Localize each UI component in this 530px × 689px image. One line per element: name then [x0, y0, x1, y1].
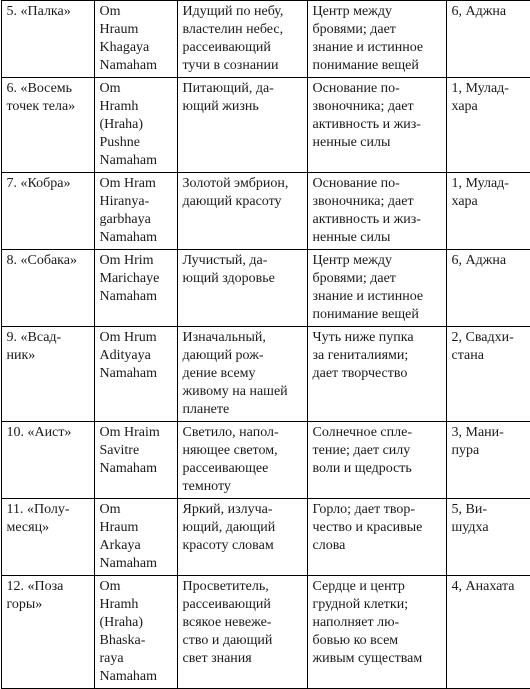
mantra-cell: Om Hrim Marichaye Namaham — [94, 250, 177, 327]
meaning-cell: Золотой эмбрион, дающий красоту — [177, 173, 307, 250]
table-row — [1, 576, 530, 689]
mantra-cell: Om Hram Hiranya- garbhaya Namaham — [94, 173, 177, 250]
table-row — [1, 499, 530, 576]
chakra-cell: 2, Свадхи- стана — [446, 327, 530, 422]
pose-cell: 10. «Аист» — [1, 422, 94, 499]
pose-cell: 8. «Собака» — [1, 250, 94, 327]
effect-cell: Сердце и центр грудной клетки; наполняет лю- бовью ко всем живым существам — [307, 576, 446, 689]
effect-cell: Горло; дает твор- чество и красивые слова — [307, 499, 446, 576]
meaning-cell: Лучистый, да- ющий здоровье — [177, 250, 307, 327]
mantra-cell: Om Hramh (Hraha) Bhaska- raya Namaham — [94, 576, 177, 689]
surya-namaskar-table — [1, 0, 530, 689]
pose-cell: 6. «Восемь точек тела» — [1, 78, 94, 173]
mantra-cell: Om Hraum Khagaya Namaham — [94, 1, 177, 78]
meaning-cell: Яркий, излуча- ющий, дающий красоту словам — [177, 499, 307, 576]
effect-cell: Центр между бровями; дает знание и истинное понимание вещей — [307, 1, 446, 78]
meaning-cell: Просветитель, рассеивающий всякое невеже- ство и дающий свет знания — [177, 576, 307, 689]
table-row — [1, 327, 530, 422]
chakra-cell: 1, Мулад- хара — [446, 173, 530, 250]
table-row — [1, 422, 530, 499]
mantra-cell: Om Hrum Adityaya Namaham — [94, 327, 177, 422]
meaning-cell: Изначальный, дающий рож- дение всему живому на нашей планете — [177, 327, 307, 422]
meaning-cell: Светило, напол- няющее светом, рассеивающее темноту — [177, 422, 307, 499]
pose-cell: 5. «Палка» — [1, 1, 94, 78]
chakra-cell: 5, Ви- шудха — [446, 499, 530, 576]
pose-cell: 9. «Всад- ник» — [1, 327, 94, 422]
chakra-cell: 3, Мани- пура — [446, 422, 530, 499]
mantra-cell: Om Hraum Arkaya Namaham — [94, 499, 177, 576]
chakra-cell: 4, Анахата — [446, 576, 530, 689]
mantra-cell: Om Hramh (Hraha) Pushne Namaham — [94, 78, 177, 173]
pose-cell: 7. «Кобра» — [1, 173, 94, 250]
pose-cell: 12. «Поза горы» — [1, 576, 94, 689]
chakra-cell: 6, Аджна — [446, 1, 530, 78]
effect-cell: Солнечное спле- тение; дает силу воли и щедрость — [307, 422, 446, 499]
effect-cell: Основание по- звоночника; дает активность и жиз- ненные силы — [307, 173, 446, 250]
table-row — [1, 1, 530, 78]
effect-cell: Чуть ниже пупка за гениталиями; дает творчество — [307, 327, 446, 422]
pose-cell: 11. «Полу- месяц» — [1, 499, 94, 576]
table-row — [1, 173, 530, 250]
chakra-cell: 6, Аджна — [446, 250, 530, 327]
table-row — [1, 250, 530, 327]
mantra-cell: Om Hraim Savitre Namaham — [94, 422, 177, 499]
meaning-cell: Идущий по небу, властелин небес, рассеивающий тучи в сознании — [177, 1, 307, 78]
meaning-cell: Питающий, да- ющий жизнь — [177, 78, 307, 173]
table-row — [1, 78, 530, 173]
chakra-cell: 1, Мулад- хара — [446, 78, 530, 173]
effect-cell: Основание по- звоночника; дает активность и жиз- ненные силы — [307, 78, 446, 173]
effect-cell: Центр между бровями; дает знание и истинное понимание вещей — [307, 250, 446, 327]
